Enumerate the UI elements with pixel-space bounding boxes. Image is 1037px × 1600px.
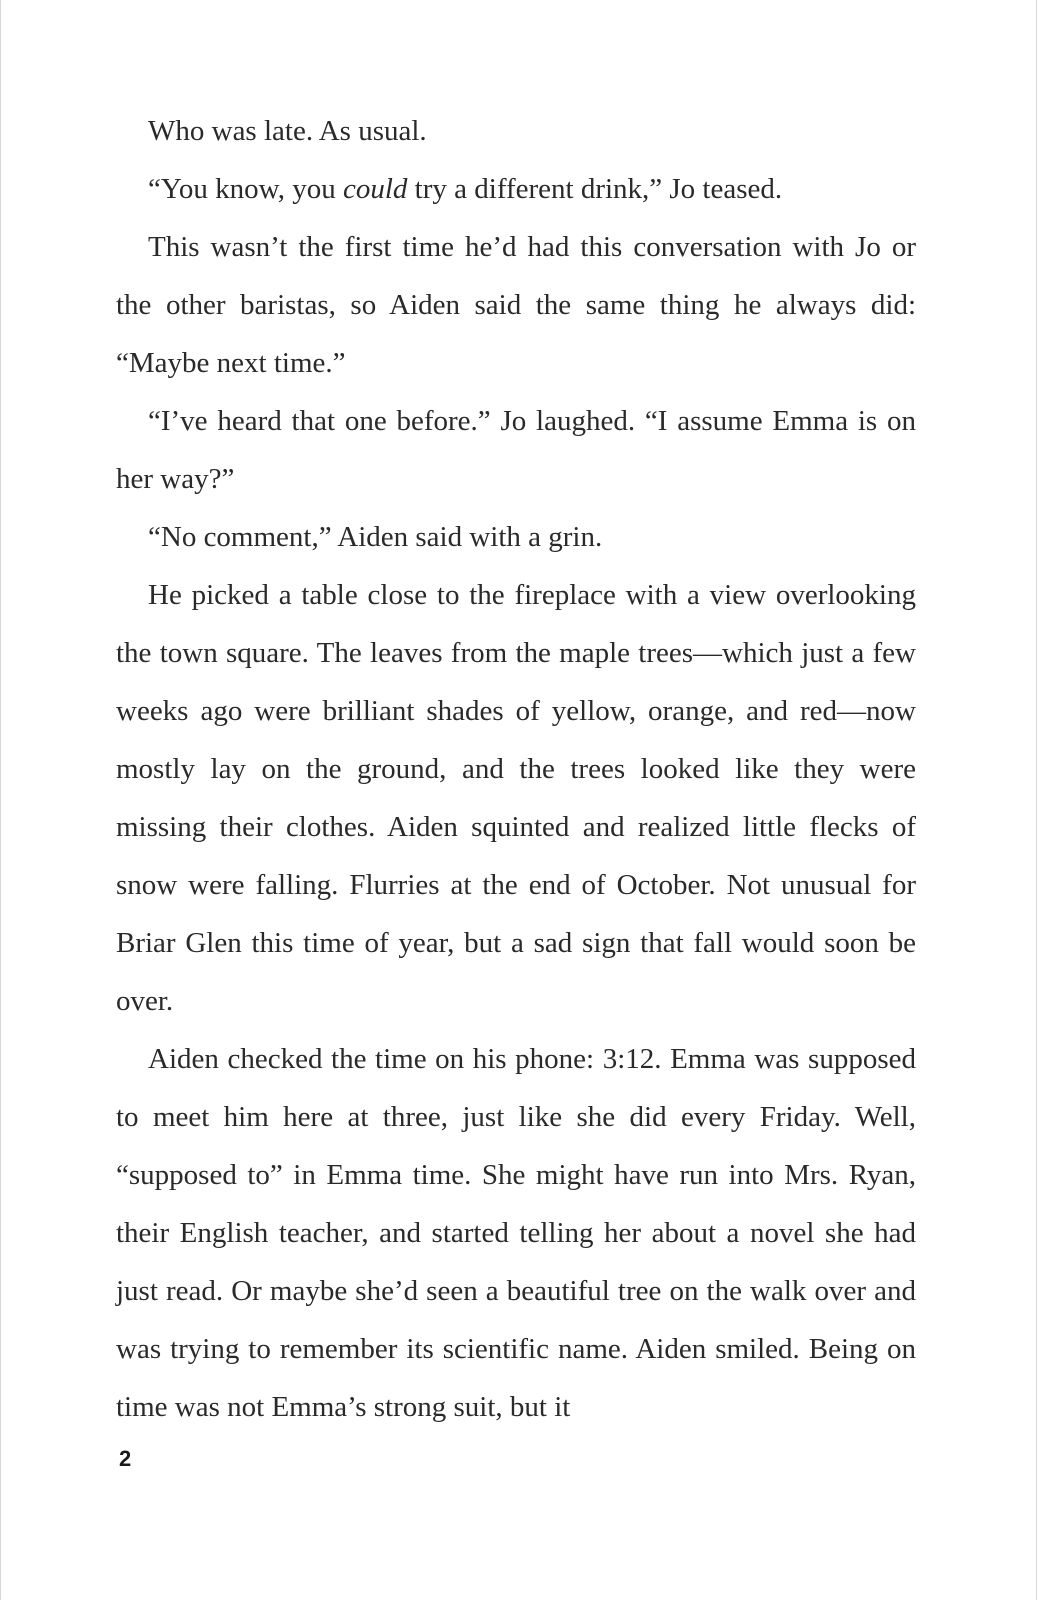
paragraph-3: This wasn’t the first time he’d had this conversation with Jo or the other baristas, so Aiden said the same thing he always did: “Maybe next time.”: [116, 231, 916, 379]
page-number: 2: [119, 1446, 132, 1471]
paragraph-2-before: “You know, you: [148, 173, 343, 205]
body-text: [116, 102, 916, 1436]
paragraph-1: Who was late. As usual.: [148, 115, 427, 147]
emphasis-could: could: [342, 173, 408, 205]
paragraph-5: “No comment,” Aiden said with a grin.: [148, 521, 603, 553]
paragraph-2-after: try a different drink,” Jo teased.: [407, 173, 783, 205]
paragraph-2: [116, 160, 916, 218]
paragraph-4: “I’ve heard that one before.” Jo laughed. “I assume Emma is on her way?”: [116, 405, 916, 495]
paragraph-7: Aiden checked the time on his phone: 3:12. Emma was supposed to meet him here at three, just like she did every Friday. Well, “supposed to” in Emma time. She might have run into Mrs. Ryan, their English teacher, and started telling her about a novel she had just read. Or maybe she’d seen a beautiful tree on the walk over and was trying to remember its scientific name. Aiden smiled. Being on time was not Emma’s strong suit, but it: [116, 1043, 916, 1423]
paragraph-6: He picked a table close to the fireplace with a view overlooking the town square. The leaves from the maple trees—which just a few weeks ago were brilliant shades of yellow, orange, and red—now mostly lay on the ground, and the trees looked like they were missing their clothes. Aiden squinted and realized little flecks of snow were falling. Flurries at the end of October. Not unusual for Briar Glen this time of year, but a sad sign that fall would soon be over.: [116, 579, 916, 1017]
